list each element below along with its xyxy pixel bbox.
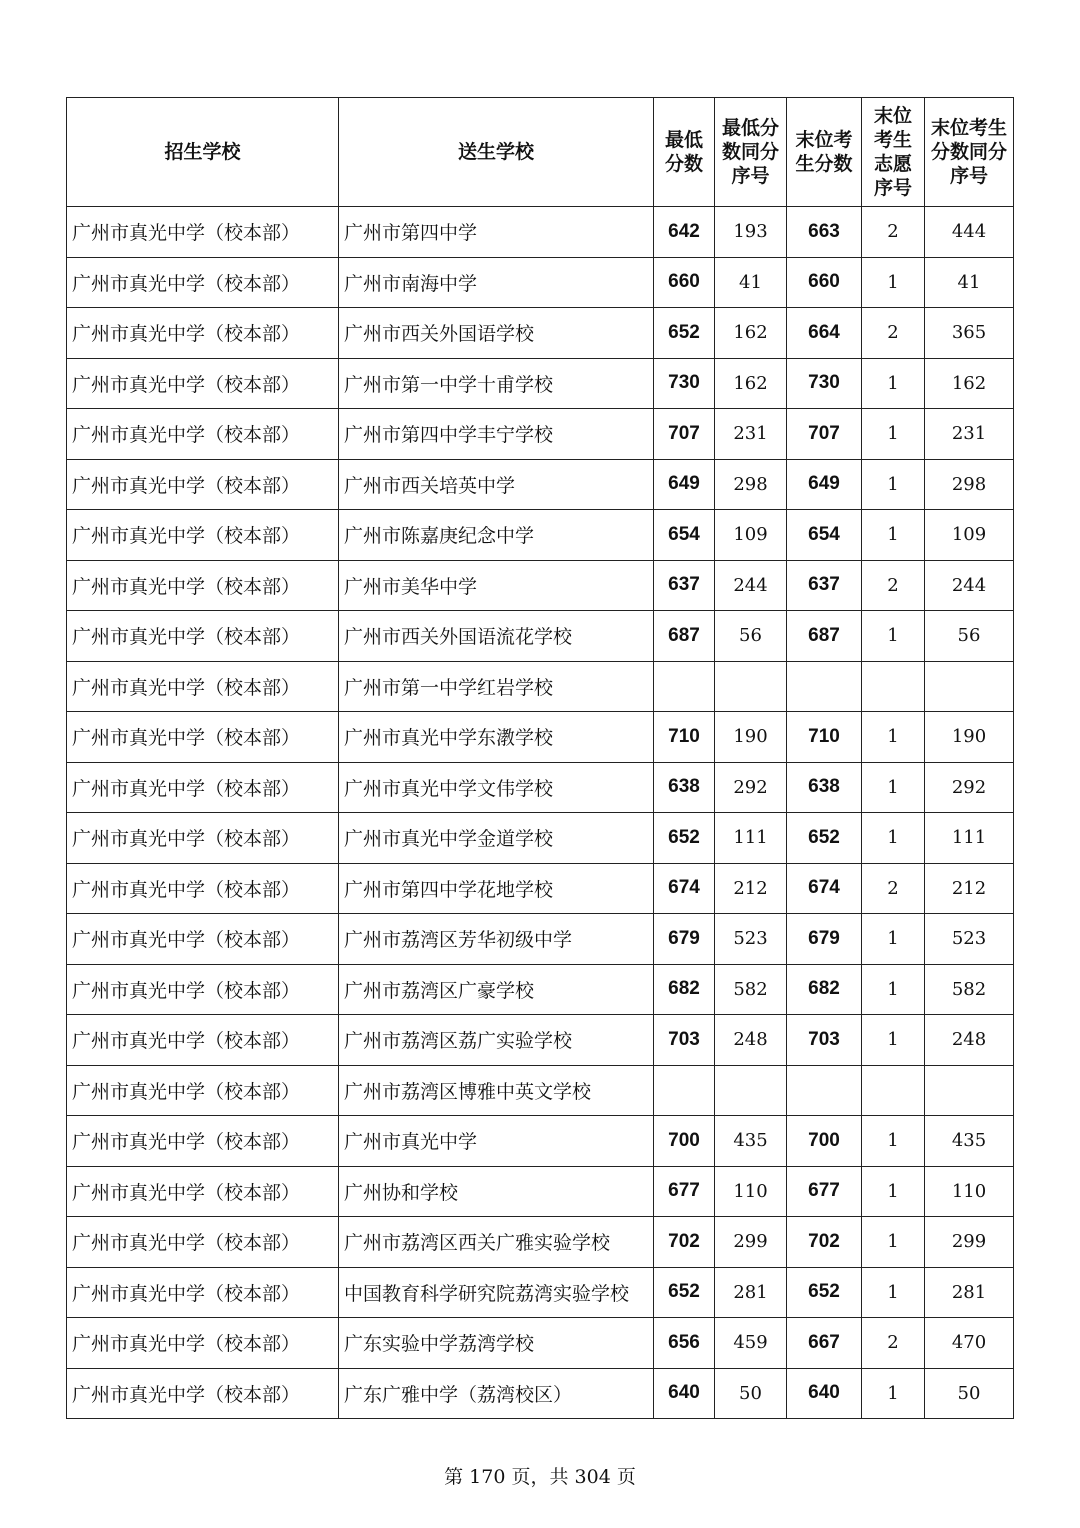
- cell-admit-school: 广州市真光中学（校本部）: [67, 409, 339, 460]
- cell-choice: 1: [862, 1267, 925, 1318]
- cell-last-score: [787, 661, 862, 712]
- cell-last-rank: [925, 1065, 1014, 1116]
- table-row: [67, 1015, 1014, 1066]
- cell-last-rank: 523: [925, 914, 1014, 965]
- cell-min-score: 674: [654, 863, 715, 914]
- cell-admit-school: 广州市真光中学（校本部）: [67, 1267, 339, 1318]
- cell-min-score: 649: [654, 459, 715, 510]
- cell-min-score: 703: [654, 1015, 715, 1066]
- cell-send-school: 广东实验中学荔湾学校: [339, 1318, 654, 1369]
- table-row: [67, 308, 1014, 359]
- cell-min-score: [654, 1065, 715, 1116]
- header-min-rank: 最低分 数同分 序号: [715, 98, 787, 207]
- cell-send-school: 广州市荔湾区博雅中英文学校: [339, 1065, 654, 1116]
- cell-send-school: 广州市西关培英中学: [339, 459, 654, 510]
- cell-last-score: 687: [787, 611, 862, 662]
- cell-admit-school: 广州市真光中学（校本部）: [67, 964, 339, 1015]
- cell-send-school: 广州市荔湾区广豪学校: [339, 964, 654, 1015]
- cell-min-rank: 582: [715, 964, 787, 1015]
- cell-choice: 1: [862, 257, 925, 308]
- table-row: [67, 560, 1014, 611]
- cell-min-rank: 190: [715, 712, 787, 763]
- cell-choice: 1: [862, 1015, 925, 1066]
- cell-min-rank: 193: [715, 207, 787, 258]
- cell-last-score: 664: [787, 308, 862, 359]
- cell-last-score: 654: [787, 510, 862, 561]
- cell-last-rank: 444: [925, 207, 1014, 258]
- cell-last-rank: 56: [925, 611, 1014, 662]
- cell-choice: 1: [862, 914, 925, 965]
- table-row: [67, 661, 1014, 712]
- cell-choice: [862, 661, 925, 712]
- cell-admit-school: 广州市真光中学（校本部）: [67, 459, 339, 510]
- cell-admit-school: 广州市真光中学（校本部）: [67, 1217, 339, 1268]
- cell-last-rank: 110: [925, 1166, 1014, 1217]
- cell-admit-school: 广州市真光中学（校本部）: [67, 560, 339, 611]
- cell-last-score: 637: [787, 560, 862, 611]
- cell-send-school: 广州市第四中学花地学校: [339, 863, 654, 914]
- cell-min-score: 679: [654, 914, 715, 965]
- table-row: [67, 409, 1014, 460]
- cell-min-rank: 299: [715, 1217, 787, 1268]
- table-row: [67, 712, 1014, 763]
- cell-min-score: 687: [654, 611, 715, 662]
- cell-send-school: 广州市真光中学东漖学校: [339, 712, 654, 763]
- cell-admit-school: 广州市真光中学（校本部）: [67, 712, 339, 763]
- cell-choice: 1: [862, 611, 925, 662]
- cell-min-rank: 111: [715, 813, 787, 864]
- cell-min-score: 682: [654, 964, 715, 1015]
- cell-choice: 1: [862, 762, 925, 813]
- cell-send-school: 广州市第四中学: [339, 207, 654, 258]
- cell-last-rank: [925, 661, 1014, 712]
- cell-last-score: 679: [787, 914, 862, 965]
- cell-admit-school: 广州市真光中学（校本部）: [67, 1065, 339, 1116]
- page-footer: 第 170 页，共 304 页: [444, 1466, 636, 1488]
- cell-admit-school: 广州市真光中学（校本部）: [67, 510, 339, 561]
- cell-send-school: 广州市西关外国语学校: [339, 308, 654, 359]
- cell-last-rank: 212: [925, 863, 1014, 914]
- cell-min-score: 677: [654, 1166, 715, 1217]
- header-last-score: 末位考 生分数: [787, 98, 862, 207]
- cell-send-school: 广东广雅中学（荔湾校区）: [339, 1368, 654, 1419]
- cell-send-school: 广州协和学校: [339, 1166, 654, 1217]
- cell-choice: [862, 1065, 925, 1116]
- cell-last-score: 710: [787, 712, 862, 763]
- cell-send-school: 中国教育科学研究院荔湾实验学校: [339, 1267, 654, 1318]
- cell-min-score: 660: [654, 257, 715, 308]
- cell-admit-school: 广州市真光中学（校本部）: [67, 813, 339, 864]
- cell-choice: 2: [862, 863, 925, 914]
- cell-send-school: 广州市第一中学红岩学校: [339, 661, 654, 712]
- table-row: [67, 1267, 1014, 1318]
- cell-last-rank: 231: [925, 409, 1014, 460]
- table-row: [67, 611, 1014, 662]
- cell-min-rank: 244: [715, 560, 787, 611]
- table-row: [67, 813, 1014, 864]
- table-row: [67, 863, 1014, 914]
- cell-admit-school: 广州市真光中学（校本部）: [67, 1015, 339, 1066]
- cell-last-score: 674: [787, 863, 862, 914]
- cell-last-rank: 299: [925, 1217, 1014, 1268]
- cell-min-score: 642: [654, 207, 715, 258]
- cell-min-rank: 41: [715, 257, 787, 308]
- cell-send-school: 广州市真光中学: [339, 1116, 654, 1167]
- header-last-rank: 末位考生 分数同分 序号: [925, 98, 1014, 207]
- cell-last-score: [787, 1065, 862, 1116]
- cell-send-school: 广州市美华中学: [339, 560, 654, 611]
- cell-min-score: 652: [654, 813, 715, 864]
- table-row: [67, 1166, 1014, 1217]
- cell-min-rank: 435: [715, 1116, 787, 1167]
- cell-last-rank: 248: [925, 1015, 1014, 1066]
- cell-last-score: 649: [787, 459, 862, 510]
- cell-last-score: 652: [787, 1267, 862, 1318]
- cell-send-school: 广州市真光中学金道学校: [339, 813, 654, 864]
- cell-last-rank: 50: [925, 1368, 1014, 1419]
- cell-choice: 2: [862, 207, 925, 258]
- table-row: [67, 358, 1014, 409]
- cell-last-rank: 190: [925, 712, 1014, 763]
- cell-last-score: 700: [787, 1116, 862, 1167]
- cell-choice: 1: [862, 813, 925, 864]
- header-min-score: 最低 分数: [654, 98, 715, 207]
- table-row: [67, 1065, 1014, 1116]
- cell-last-score: 682: [787, 964, 862, 1015]
- cell-last-rank: 470: [925, 1318, 1014, 1369]
- cell-last-rank: 298: [925, 459, 1014, 510]
- table-row: [67, 257, 1014, 308]
- table-row: [67, 1368, 1014, 1419]
- cell-min-score: 710: [654, 712, 715, 763]
- cell-last-rank: 109: [925, 510, 1014, 561]
- cell-send-school: 广州市第四中学丰宁学校: [339, 409, 654, 460]
- cell-last-rank: 41: [925, 257, 1014, 308]
- cell-last-score: 663: [787, 207, 862, 258]
- cell-min-rank: 110: [715, 1166, 787, 1217]
- cell-min-rank: 248: [715, 1015, 787, 1066]
- cell-send-school: 广州市荔湾区芳华初级中学: [339, 914, 654, 965]
- cell-last-score: 702: [787, 1217, 862, 1268]
- cell-last-rank: 292: [925, 762, 1014, 813]
- cell-min-score: 730: [654, 358, 715, 409]
- cell-last-score: 660: [787, 257, 862, 308]
- cell-choice: 1: [862, 409, 925, 460]
- cell-choice: 1: [862, 1368, 925, 1419]
- header-last-choice: 末位 考生 志愿 序号: [862, 98, 925, 207]
- cell-admit-school: 广州市真光中学（校本部）: [67, 611, 339, 662]
- cell-last-rank: 365: [925, 308, 1014, 359]
- admission-table: [66, 97, 1014, 1419]
- table-row: [67, 1318, 1014, 1369]
- cell-last-rank: 435: [925, 1116, 1014, 1167]
- cell-choice: 2: [862, 560, 925, 611]
- cell-min-rank: 281: [715, 1267, 787, 1318]
- cell-min-score: 702: [654, 1217, 715, 1268]
- cell-last-rank: 582: [925, 964, 1014, 1015]
- cell-choice: 1: [862, 1217, 925, 1268]
- cell-admit-school: 广州市真光中学（校本部）: [67, 863, 339, 914]
- cell-choice: 2: [862, 1318, 925, 1369]
- cell-min-score: 700: [654, 1116, 715, 1167]
- cell-last-rank: 244: [925, 560, 1014, 611]
- table-row: [67, 1116, 1014, 1167]
- table-body: [67, 207, 1014, 1419]
- table-row: [67, 964, 1014, 1015]
- cell-send-school: 广州市南海中学: [339, 257, 654, 308]
- cell-send-school: 广州市真光中学文伟学校: [339, 762, 654, 813]
- cell-send-school: 广州市西关外国语流花学校: [339, 611, 654, 662]
- cell-admit-school: 广州市真光中学（校本部）: [67, 308, 339, 359]
- cell-send-school: 广州市荔湾区西关广雅实验学校: [339, 1217, 654, 1268]
- cell-admit-school: 广州市真光中学（校本部）: [67, 914, 339, 965]
- cell-min-rank: 212: [715, 863, 787, 914]
- cell-min-rank: 523: [715, 914, 787, 965]
- cell-admit-school: 广州市真光中学（校本部）: [67, 661, 339, 712]
- cell-admit-school: 广州市真光中学（校本部）: [67, 1368, 339, 1419]
- cell-last-rank: 162: [925, 358, 1014, 409]
- cell-last-rank: 281: [925, 1267, 1014, 1318]
- table-header-row: [67, 98, 1014, 207]
- table-row: [67, 914, 1014, 965]
- cell-min-score: [654, 661, 715, 712]
- cell-choice: 1: [862, 1166, 925, 1217]
- cell-choice: 1: [862, 358, 925, 409]
- cell-send-school: 广州市荔湾区荔广实验学校: [339, 1015, 654, 1066]
- cell-choice: 1: [862, 459, 925, 510]
- cell-last-score: 707: [787, 409, 862, 460]
- cell-admit-school: 广州市真光中学（校本部）: [67, 207, 339, 258]
- cell-choice: 1: [862, 964, 925, 1015]
- cell-min-rank: 298: [715, 459, 787, 510]
- table-row: [67, 1217, 1014, 1268]
- table-row: [67, 459, 1014, 510]
- cell-min-score: 637: [654, 560, 715, 611]
- cell-admit-school: 广州市真光中学（校本部）: [67, 358, 339, 409]
- table-row: [67, 762, 1014, 813]
- cell-min-rank: 162: [715, 308, 787, 359]
- cell-min-score: 652: [654, 1267, 715, 1318]
- table-row: [67, 207, 1014, 258]
- cell-min-rank: 50: [715, 1368, 787, 1419]
- header-admit-school: 招生学校: [67, 98, 339, 207]
- table-row: [67, 510, 1014, 561]
- cell-admit-school: 广州市真光中学（校本部）: [67, 1318, 339, 1369]
- cell-min-rank: 292: [715, 762, 787, 813]
- cell-last-score: 703: [787, 1015, 862, 1066]
- cell-choice: 1: [862, 1116, 925, 1167]
- cell-last-score: 640: [787, 1368, 862, 1419]
- cell-min-rank: 459: [715, 1318, 787, 1369]
- cell-last-score: 730: [787, 358, 862, 409]
- cell-min-rank: 109: [715, 510, 787, 561]
- cell-choice: 1: [862, 510, 925, 561]
- cell-min-rank: 162: [715, 358, 787, 409]
- cell-min-score: 638: [654, 762, 715, 813]
- cell-last-score: 667: [787, 1318, 862, 1369]
- cell-min-score: 656: [654, 1318, 715, 1369]
- cell-choice: 1: [862, 712, 925, 763]
- cell-last-rank: 111: [925, 813, 1014, 864]
- cell-last-score: 638: [787, 762, 862, 813]
- cell-min-score: 640: [654, 1368, 715, 1419]
- cell-min-rank: [715, 1065, 787, 1116]
- header-send-school: 送生学校: [339, 98, 654, 207]
- cell-admit-school: 广州市真光中学（校本部）: [67, 762, 339, 813]
- cell-min-score: 707: [654, 409, 715, 460]
- cell-min-score: 654: [654, 510, 715, 561]
- cell-min-rank: 231: [715, 409, 787, 460]
- cell-admit-school: 广州市真光中学（校本部）: [67, 1116, 339, 1167]
- cell-send-school: 广州市第一中学十甫学校: [339, 358, 654, 409]
- cell-admit-school: 广州市真光中学（校本部）: [67, 257, 339, 308]
- cell-min-score: 652: [654, 308, 715, 359]
- cell-choice: 2: [862, 308, 925, 359]
- cell-min-rank: [715, 661, 787, 712]
- cell-last-score: 652: [787, 813, 862, 864]
- cell-send-school: 广州市陈嘉庚纪念中学: [339, 510, 654, 561]
- cell-min-rank: 56: [715, 611, 787, 662]
- cell-last-score: 677: [787, 1166, 862, 1217]
- cell-admit-school: 广州市真光中学（校本部）: [67, 1166, 339, 1217]
